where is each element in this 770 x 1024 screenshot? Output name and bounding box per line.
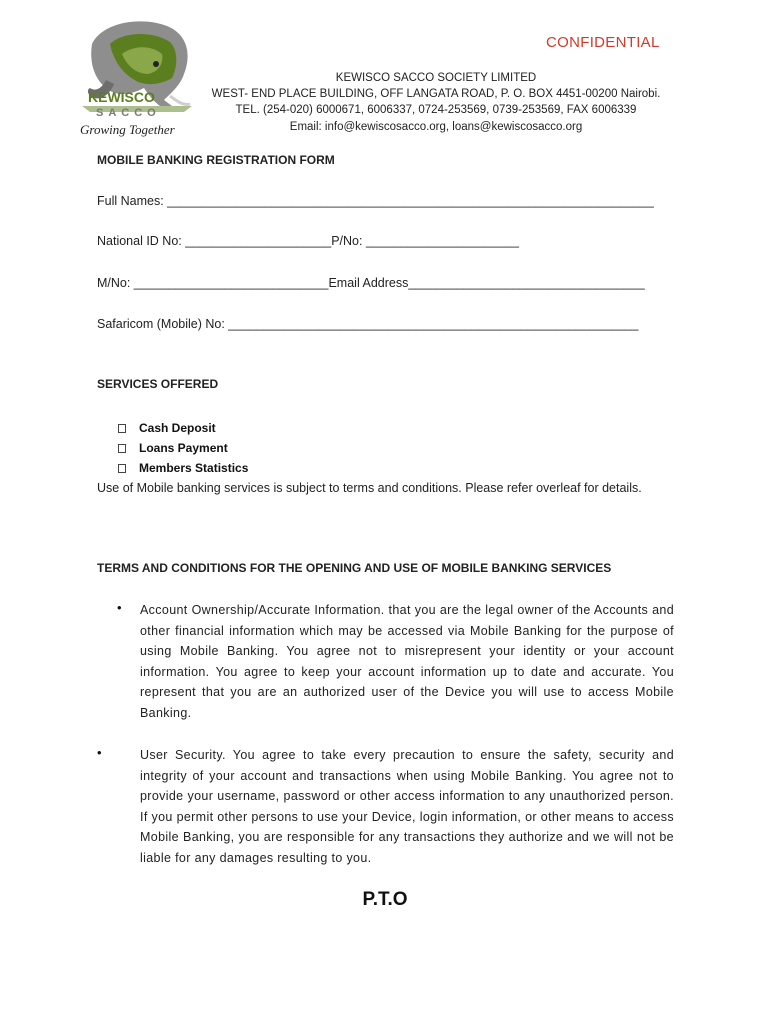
terms-heading: TERMS AND CONDITIONS FOR THE OPENING AND USE OF MOBILE BANKING SERVICES xyxy=(97,561,612,575)
service-item xyxy=(118,418,248,438)
services-note: Use of Mobile banking services is subject to terms and conditions. Please refer overleaf for details. xyxy=(97,481,642,495)
logo-motto: Growing Together xyxy=(80,122,175,137)
service-label: Cash Deposit xyxy=(139,421,216,435)
terms-paragraph-ownership: Account Ownership/Accurate Information. that you are the legal owner of the Accounts and other financial information which may be accessed via Mobile Banking for the purpose of using Mobile Banking. You agree not to misrepresent your identity or your account information. You agree to keep your account information up to date and accurate. You represent that you are an authorized user of the Device you will use to access Mobile Banking. xyxy=(140,603,674,720)
checkbox-icon xyxy=(118,444,126,453)
services-list xyxy=(118,418,248,478)
safaricom-number-field: Safaricom (Mobile) No: ___________________________________________________________ xyxy=(97,317,639,331)
form-title: MOBILE BANKING REGISTRATION FORM xyxy=(97,153,335,167)
service-label: Members Statistics xyxy=(139,461,249,475)
org-email: Email: info@kewiscosacco.org, loans@kewiscosacco.org xyxy=(289,121,583,133)
checkbox-icon xyxy=(118,464,126,473)
logo-text-bottom: SACCO xyxy=(96,107,161,119)
bullet-icon: • xyxy=(97,745,102,760)
pto-label: P.T.O xyxy=(362,889,408,910)
service-item xyxy=(118,438,248,458)
bullet-icon: • xyxy=(117,600,122,615)
full-names-field: Full Names: ______________________________________________________________________ xyxy=(97,194,654,208)
org-name: KEWISCO SACCO SOCIETY LIMITED xyxy=(335,72,537,84)
logo-text-top: KEWISCO xyxy=(88,89,155,105)
terms-paragraph-security: User Security. You agree to take every precaution to ensure the safety, security and integrity of your account and transactions when using Mobile Banking. You agree not to provide your username, password or other access information to any unauthorized person. If you permit other persons to use your Device, login information, or other means to access Mobile Banking, you are responsible for any transactions they authorize and we will not be liable for any damages resulting to you. xyxy=(140,748,674,865)
services-heading: SERVICES OFFERED xyxy=(97,377,219,391)
national-id-field: National ID No: _____________________P/No: ______________________ xyxy=(97,234,519,248)
mobile-email-field: M/No: ____________________________Email Address__________________________________ xyxy=(97,276,645,290)
service-label: Loans Payment xyxy=(139,441,228,455)
service-item xyxy=(118,458,248,478)
org-address: WEST- END PLACE BUILDING, OFF LANGATA ROAD, P. O. BOX 4451-00200 Nairobi. xyxy=(211,88,661,100)
checkbox-icon xyxy=(118,424,126,433)
confidential-label: CONFIDENTIAL xyxy=(546,34,660,51)
org-telephone: TEL. (254-020) 6000671, 6006337, 0724-253569, 0739-253569, FAX 6006339 xyxy=(235,104,637,116)
